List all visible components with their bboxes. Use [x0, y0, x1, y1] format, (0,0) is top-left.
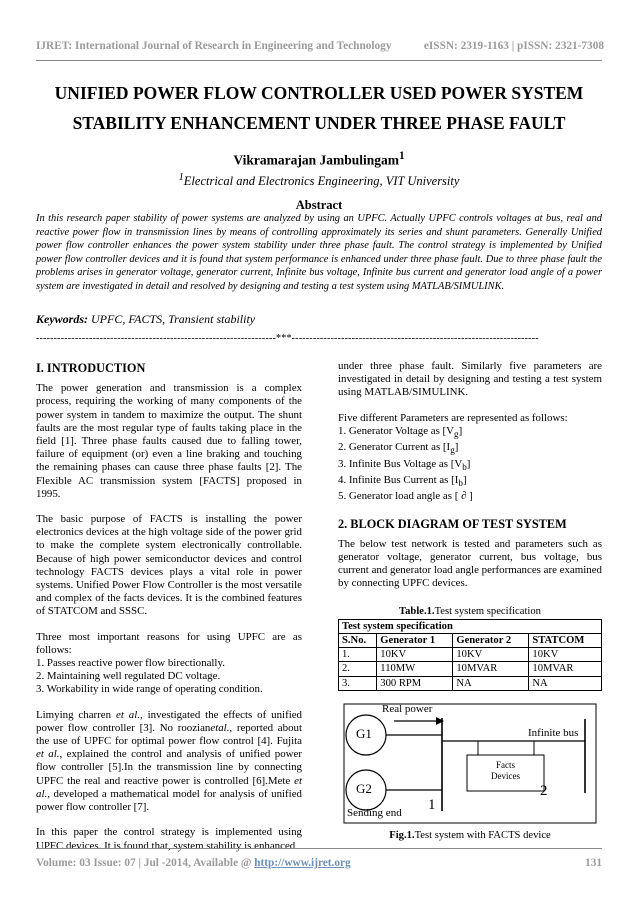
table-header-row: [339, 633, 602, 647]
table-caption: Table.1.Test system specification: [399, 605, 541, 617]
table-row: 1. 10KV 10KV 10KV: [339, 648, 602, 662]
facts-devices-label: Facts Devices: [491, 759, 520, 781]
g2-label: G2: [356, 780, 372, 796]
intro-paragraph-1: The power generation and transmission is a complex process, requiring the working of many components of the power system in tandem to maximize the output. The shunt faults are the most regular type of faults taking place in the field [1]. Three phase faults caused due to falling tower, failure of equipment (or) even a line braking and touching the remaining phases can cause three phase faults [2]. The Flexible AC transmission system [FACTS] proposed in 1995.: [36, 382, 302, 500]
param-item: 5. Generator load angle as [ ∂ ]: [338, 490, 473, 503]
node-2-label: 2: [540, 782, 548, 799]
infinite-bus-label: Infinite bus: [528, 726, 579, 739]
keywords-label: Keywords:: [36, 312, 88, 326]
param-item: 4. Infinite Bus Current as $[I_b]$: [338, 473, 467, 489]
section-2-heading: 2. BLOCK DIAGRAM OF TEST SYSTEM: [338, 516, 567, 531]
author-name: Vikramarajan Jambulingam: [233, 152, 399, 168]
params-intro: Five different Parameters are represented as follows:: [338, 411, 568, 424]
table-row: 2. 110MW 10MVAR 10MVAR: [339, 662, 602, 676]
affiliation: [36, 172, 602, 189]
left-column: [36, 362, 302, 865]
header-rule: [36, 60, 602, 61]
footer-volume: Volume: 03 Issue: 07 | Jul -2014, Available @ http://www.ijret.org: [36, 857, 351, 869]
sending-end-label: Sending end: [347, 806, 402, 819]
intro-paragraph-2: The basic purpose of FACTS is installing the power electronics devices at the high voltage side of the power grid to make the complete system electronically controllable. Because of high power semiconductor devices and control technology FACTS devices plays a vital role in power systems. Unified Power Flow Controller is the most versatile and complex of the facts devices. It is the combined features of STATCOM and SSSC.: [36, 513, 302, 618]
author: [36, 150, 602, 169]
affiliation-text: Electrical and Electronics Engineering, VIT University: [183, 174, 460, 189]
abstract-text: In this research paper stability of power systems are analyzed by using an UPFC. Actually UPFC controls voltages at bus, real and reactive power flow in transmission lines by means of controlling approximately its series and shunt parameters. Generally Unified power flow controller enhances the power system stability under three phase fault. The control strategy is implemented by Unified power flow controller devices and it is found that system performance is enhanced under three phase fault. Due to three phase fault the problems arises in generator voltage, generator current, Infinite bus voltage, Infinite bus current and generator load angle of a power system are investigated in detail and resolved by designing and testing a test system using MATLAB/SIMULINK.: [36, 213, 602, 292]
section-2-paragraph: The below test network is tested and parameters such as generator voltage, generator current, bus voltage, bus current and generator load angle performances are examined by connecting UPFC devices.: [338, 537, 602, 590]
page-number: 131: [585, 857, 602, 869]
running-footer: [36, 857, 602, 869]
table-row: 3. 300 RPM NA NA: [339, 676, 602, 690]
intro-paragraph-5: In this paper the control strategy is implemented using UPFC devices. It is found that, system stability is enhanced: [36, 826, 302, 852]
section-1-heading: I. INTRODUCTION: [36, 361, 146, 375]
param-item: 1. Generator Voltage as $[V_g]$: [338, 424, 463, 439]
journal-link[interactable]: http://www.ijret.org: [254, 857, 351, 869]
journal-name: IJRET: International Journal of Research in Engineering and Technology: [36, 40, 392, 52]
running-header: [36, 40, 604, 52]
table-header: STATCOM: [529, 633, 602, 647]
test-system-diagram: [342, 703, 598, 825]
param-item: 3. Infinite Bus Voltage as $[V_b]$: [338, 457, 471, 472]
table-header: Generator 2: [453, 633, 529, 647]
keywords: [36, 312, 602, 327]
intro-paragraph-3: Three most important reasons for using UPFC are as follows:: [36, 630, 302, 656]
issn: eISSN: 2319-1163 | pISSN: 2321-7308: [423, 40, 604, 52]
reason-item: 3. Workability in wide range of operating condition.: [36, 683, 263, 696]
author-sup: 1: [399, 150, 405, 162]
figure-caption: Fig.1.Test system with FACTS device: [389, 829, 551, 841]
table-title: Test system specification: [339, 619, 602, 633]
table-header: Generator 1: [377, 633, 453, 647]
abstract-heading: Abstract: [295, 198, 343, 212]
g1-label: G1: [356, 725, 372, 741]
intro-paragraph-4: Limying charren et al., investigated the effects of unified power flow controller [3]. No roozianetal., reported about the use of UPFC for optimal power flow control [4]. Fujita et al., explained the control and analysis of unified power flow controller [5].In the transmission line by connecting UPFC the real and reactive power is controlled [6].Mete et al., developed a mathematical model for analysis of unified power flow controller [7].: [36, 708, 303, 814]
reason-item: 1. Passes reactive power flow birectionally.: [36, 657, 225, 670]
footer-rule: [36, 848, 602, 849]
right-column: [338, 360, 602, 842]
paper-title-line2: STABILITY ENHANCEMENT UNDER THREE PHASE FAULT: [72, 113, 566, 133]
paper-title-line1: UNIFIED POWER FLOW CONTROLLER USED POWER SYSTEM: [54, 83, 584, 103]
spec-table: [338, 619, 602, 691]
param-item: 2. Generator Current as $[I_g]$: [338, 441, 459, 456]
affiliation-sup: 1: [178, 172, 184, 183]
reason-item: 2. Maintaining well regulated DC voltage.: [36, 670, 221, 683]
separator: --------------------------------------------------------------------***----------------------------------------------------------------------: [36, 333, 539, 344]
table-header: S.No.: [339, 633, 377, 647]
keywords-list: UPFC, FACTS, Transient stability: [91, 312, 256, 326]
right-paragraph-1: under three phase fault. Similarly five parameters are investigated in detail by designing and testing a test system using MATLAB/SIMULINK.: [338, 360, 602, 399]
node-1-label: 1: [428, 796, 436, 813]
real-power-label: Real power: [382, 702, 433, 715]
